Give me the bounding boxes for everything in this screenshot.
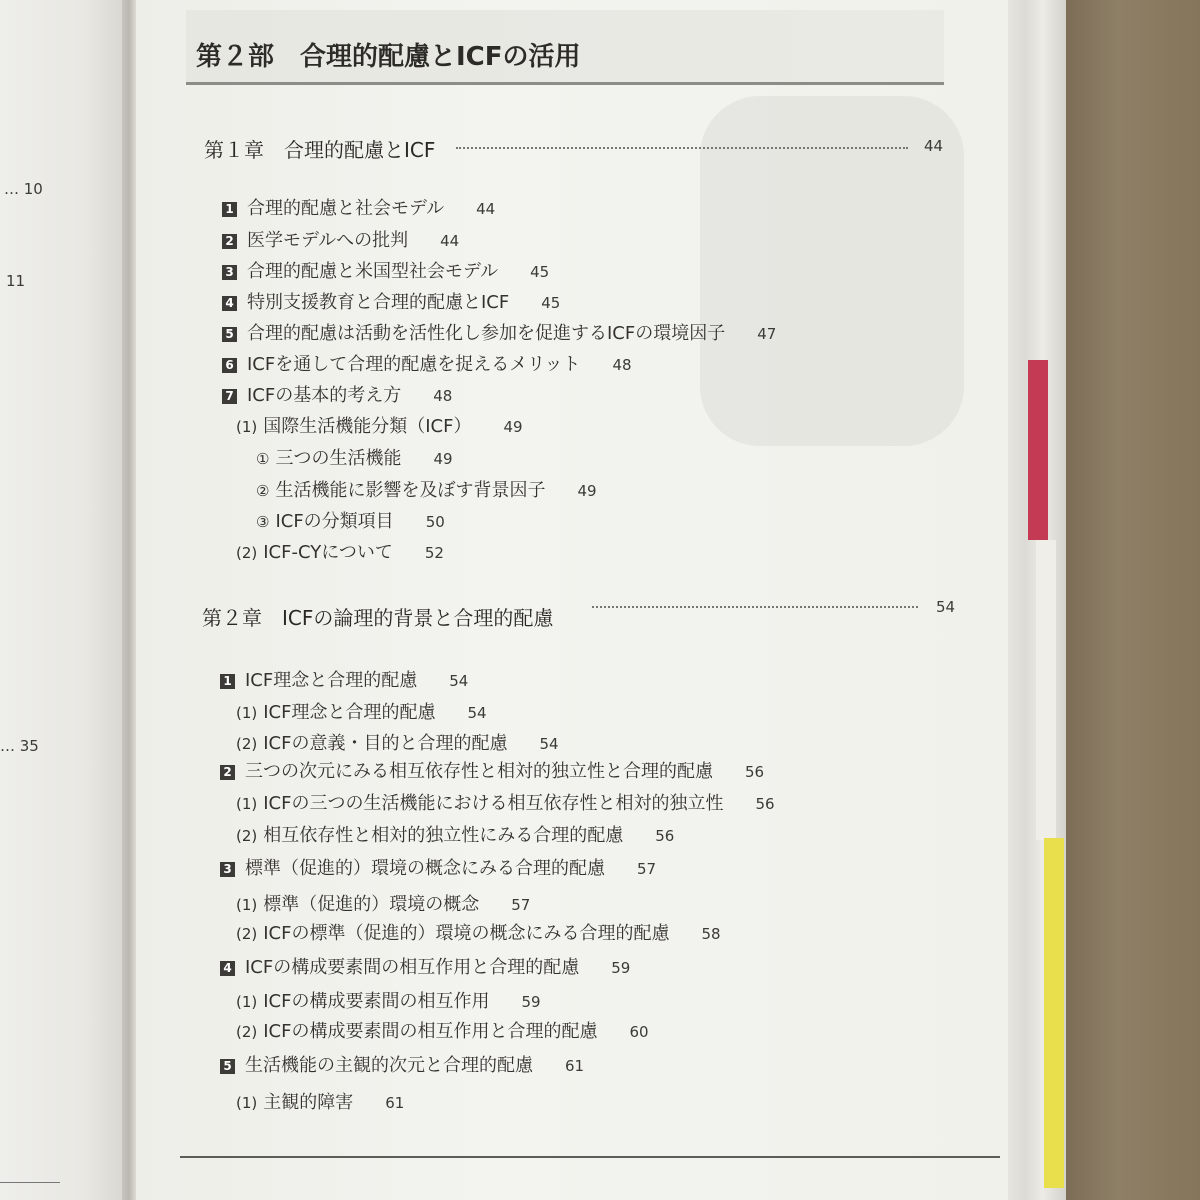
chapter-title: 第２章 ICFの論理的背景と合理的配慮 xyxy=(202,606,554,630)
toc-entry: 5 合理的配慮は活動を活性化し参加を促進するICFの環境因子 47 xyxy=(222,319,776,345)
prev-page-number: … 35 xyxy=(0,737,39,755)
toc-entry: 6 ICFを通して合理的配慮を捉えるメリット 48 xyxy=(222,350,632,376)
toc-entry: 3 合理的配慮と米国型社会モデル 45 xyxy=(222,257,549,283)
toc-subentry: ① 三つの生活機能 49 xyxy=(256,448,453,469)
footer-rule xyxy=(180,1156,1000,1158)
toc-subentry: (1) ICF理念と合理的配慮 54 xyxy=(236,702,487,723)
toc-entry: 3 標準（促進的）環境の概念にみる合理的配慮 57 xyxy=(220,854,656,880)
toc-entry: 7 ICFの基本的考え方 48 xyxy=(222,381,452,407)
chapter-title: 第１章 合理的配慮とICF xyxy=(204,138,436,162)
table-surface xyxy=(1066,0,1200,1200)
toc-entry: 1 合理的配慮と社会モデル 44 xyxy=(222,194,495,220)
leader-dots xyxy=(592,606,918,608)
toc-subentry: (1) 国際生活機能分類（ICF） 49 xyxy=(236,416,523,437)
book-gutter xyxy=(122,0,136,1200)
toc-subentry: (1) 主観的障害 61 xyxy=(236,1092,405,1113)
chapter-page: 54 xyxy=(936,598,956,616)
divider xyxy=(0,1182,60,1183)
toc-subentry: (1) ICFの構成要素間の相互作用 59 xyxy=(236,991,541,1012)
chapter-page: 44 xyxy=(924,137,944,155)
toc-subentry: ③ ICFの分類項目 50 xyxy=(256,511,445,532)
toc-subentry: (2) ICFの標準（促進的）環境の概念にみる合理的配慮 58 xyxy=(236,923,721,944)
toc-subentry: (1) ICFの三つの生活機能における相互依存性と相対的独立性 56 xyxy=(236,793,775,814)
toc-entry: 4 特別支援教育と合理的配慮とICF 45 xyxy=(222,288,560,314)
toc-subentry: ② 生活機能に影響を及ぼす背景因子 49 xyxy=(256,480,597,501)
index-tab-white xyxy=(1036,540,1056,840)
toc-subentry: (2) ICF-CYについて 52 xyxy=(236,542,444,563)
toc-entry: 4 ICFの構成要素間の相互作用と合理的配慮 59 xyxy=(220,953,630,979)
toc-entry: 2 医学モデルへの批判 44 xyxy=(222,226,459,252)
toc-subentry: (1) 標準（促進的）環境の概念 57 xyxy=(236,894,531,915)
index-tab-yellow xyxy=(1044,838,1064,1188)
index-tab-red xyxy=(1028,360,1048,540)
toc-subentry: (2) ICFの構成要素間の相互作用と合理的配慮 60 xyxy=(236,1021,649,1042)
previous-page xyxy=(0,0,122,1200)
prev-page-number: … 10 xyxy=(4,180,43,198)
toc-entry: 5 生活機能の主観的次元と合理的配慮 61 xyxy=(220,1051,584,1077)
toc-subentry: (2) ICFの意義・目的と合理的配慮 54 xyxy=(236,733,559,754)
toc-entry: 1 ICF理念と合理的配慮 54 xyxy=(220,666,468,692)
toc-subentry: (2) 相互依存性と相対的独立性にみる合理的配慮 56 xyxy=(236,825,675,846)
part-title: 第２部 合理的配慮とICFの活用 xyxy=(196,42,581,72)
leader-dots xyxy=(456,147,908,149)
prev-page-number: 11 xyxy=(6,272,26,290)
toc-entry: 2 三つの次元にみる相互依存性と相対的独立性と合理的配慮 56 xyxy=(220,757,764,783)
